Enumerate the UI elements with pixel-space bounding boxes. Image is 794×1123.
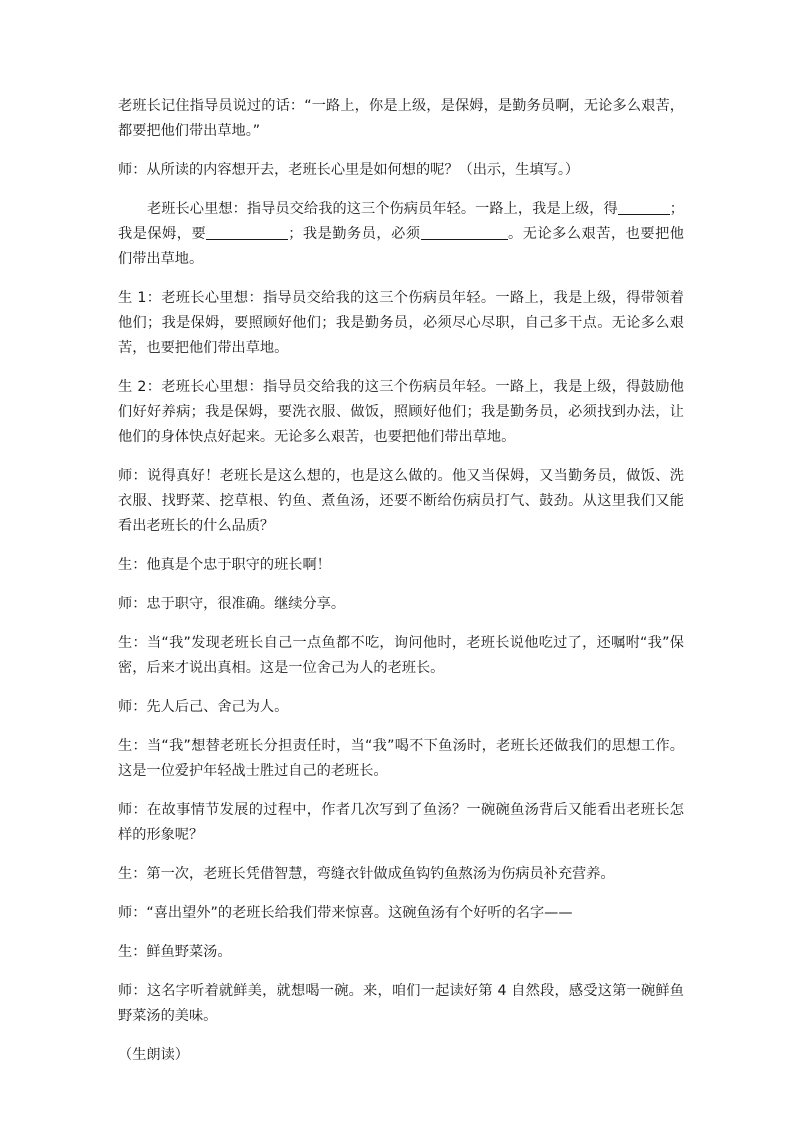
paragraph-teacher-fish-soup: 师：在故事情节发展的过程中，作者几次写到了鱼汤？一碗碗鱼汤背后又能看出老班长怎样的形象呢？ — [118, 802, 684, 843]
paragraph-student-2: 生 2：老班长心里想：指导员交给我的这三个伤病员年轻。一路上，我是上级，得鼓励他们好好养病；我是保姆，要洗衣服、做饭，照顾好他们；我是勤务员，必须找到办法，让他们的身体快点好起来。无论多么艰苦，也要把他们带出草地。 — [118, 379, 684, 445]
paragraph-teacher-question: 师：从所读的内容想开去，老班长心里是如何想的呢？（出示，生填写。） — [118, 162, 580, 178]
exercise-text-4: 。无论多么艰苦，也要把他们带出草地。 — [118, 226, 684, 267]
paragraph-student-first-soup: 生：第一次，老班长凭借智慧，弯缝衣针做成鱼钩钓鱼熬汤为伤病员补充营养。 — [118, 866, 615, 882]
exercise-text-2: ；我是保姆，要 — [118, 201, 684, 242]
document-page — [118, 94, 684, 1082]
exercise-text-1: 老班长心里想：指导员交给我的这三个伤病员年轻。一路上，我是上级，得 — [147, 201, 618, 217]
fill-blank-1 — [618, 198, 670, 215]
paragraph-quote: 老班长记住指导员说过的话：“一路上，你是上级，是保姆，是勤务员啊，无论多么艰苦，都要把他们带出草地。” — [118, 98, 684, 139]
paragraph-teacher-surprise: 师：“喜出望外”的老班长给我们带来惊喜。这碗鱼汤有个好听的名字—— — [118, 905, 573, 921]
paragraph-student-answer: 生：他真是个忠于职守的班长啊！ — [118, 557, 331, 573]
paragraph-teacher-read-aloud: 师：这名字听着就鲜美，就想喝一碗。来，咱们一起读好第 4 自然段，感受这第一碗鲜鱼野菜汤的美味。 — [118, 983, 684, 1024]
paragraph-student-1: 生 1：老班长心里想：指导员交给我的这三个伤病员年轻。一路上，我是上级，得带领着他们；我是保姆，要照顾好他们；我是勤务员，必须尽心尽职，自己多干点。无论多么艰苦，也要把他们带出草地。 — [118, 290, 684, 356]
exercise-text-3: ；我是勤务员，必须 — [288, 226, 421, 242]
paragraph-fill-in-exercise — [118, 197, 684, 272]
paragraph-teacher-continue: 师：忠于职守，很准确。继续分享。 — [118, 596, 346, 612]
paragraph-student-selfless: 生：当“我”发现老班长自己一点鱼都不吃，询问他时，老班长说他吃过了，还嘱咐“我”保密，后来才说出真相。这是一位舍己为人的老班长。 — [118, 635, 684, 676]
paragraph-student-caring: 生：当“我”想替老班长分担责任时，当“我”喝不下鱼汤时，老班长还做我们的思想工作。这是一位爱护年轻战士胜过自己的老班长。 — [118, 738, 684, 779]
fill-blank-3 — [421, 223, 508, 240]
fill-blank-2 — [206, 223, 288, 240]
paragraph-teacher-praise: 师：说得真好！老班长是这么想的，也是这么做的。他又当保姆，又当勤务员，做饭、洗衣服、找野菜、挖草根、钓鱼、煮鱼汤，还要不断给伤病员打气、鼓劲。从这里我们又能看出老班长的什么品质？ — [118, 468, 684, 534]
paragraph-stage-direction: （生朗读） — [118, 1047, 189, 1063]
paragraph-teacher-summary: 师：先人后己、舍己为人。 — [118, 699, 289, 715]
paragraph-student-soup-name: 生：鲜鱼野菜汤。 — [118, 944, 232, 960]
